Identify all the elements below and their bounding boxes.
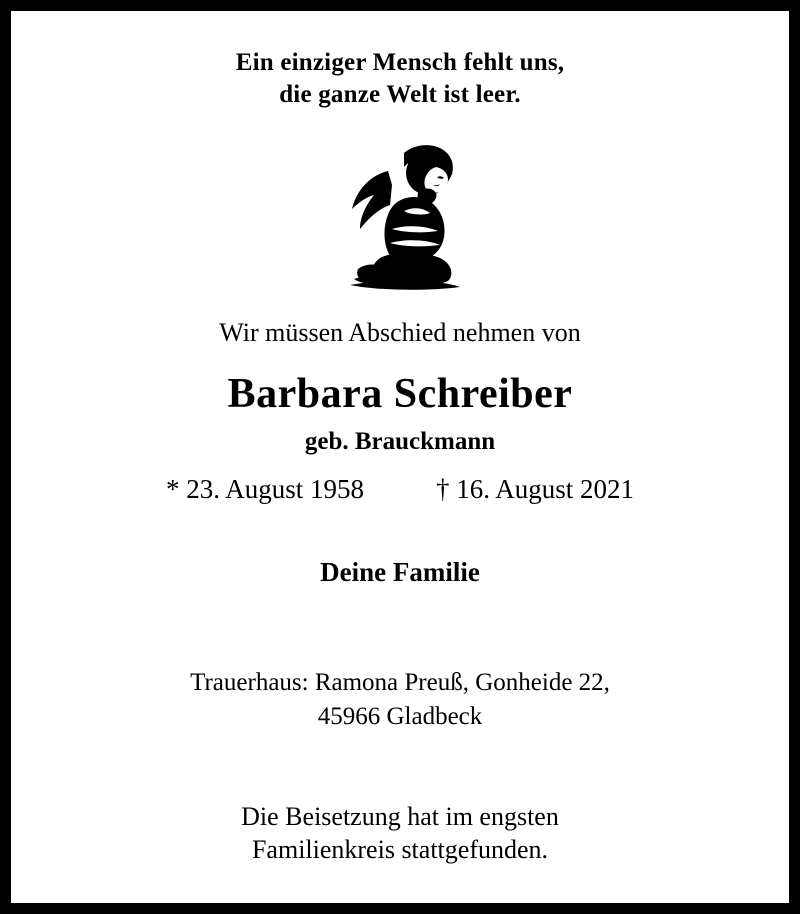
maiden-name: geb. Brauckmann xyxy=(304,428,496,456)
mourning-house-line-1: Trauerhaus: Ramona Preuß, Gonheide 22, xyxy=(190,669,610,697)
funeral-note-line-1: Die Beisetzung hat im engsten xyxy=(241,801,559,831)
praying-angel-illustration xyxy=(300,133,500,301)
obituary-frame xyxy=(8,8,792,906)
death-date: † 16. August 2021 xyxy=(436,474,635,505)
life-dates xyxy=(45,474,755,505)
memorial-verse-line-1: Ein einziger Mensch fehlt uns, xyxy=(235,49,565,76)
mourners-line: Deine Familie xyxy=(320,557,480,588)
memorial-verse xyxy=(236,47,564,111)
mourning-house-line-2: 45966 Gladbeck xyxy=(317,702,483,730)
birth-date: * 23. August 1958 xyxy=(165,474,364,505)
farewell-text: Wir müssen Abschied nehmen von xyxy=(219,318,581,347)
funeral-note-line-2: Familienkreis stattgefunden. xyxy=(251,835,549,865)
deceased-name: Barbara Schreiber xyxy=(227,371,573,418)
memorial-verse-line-2: die ganze Welt ist leer. xyxy=(279,81,521,108)
mourning-house-info xyxy=(190,666,610,734)
funeral-note xyxy=(241,800,559,868)
